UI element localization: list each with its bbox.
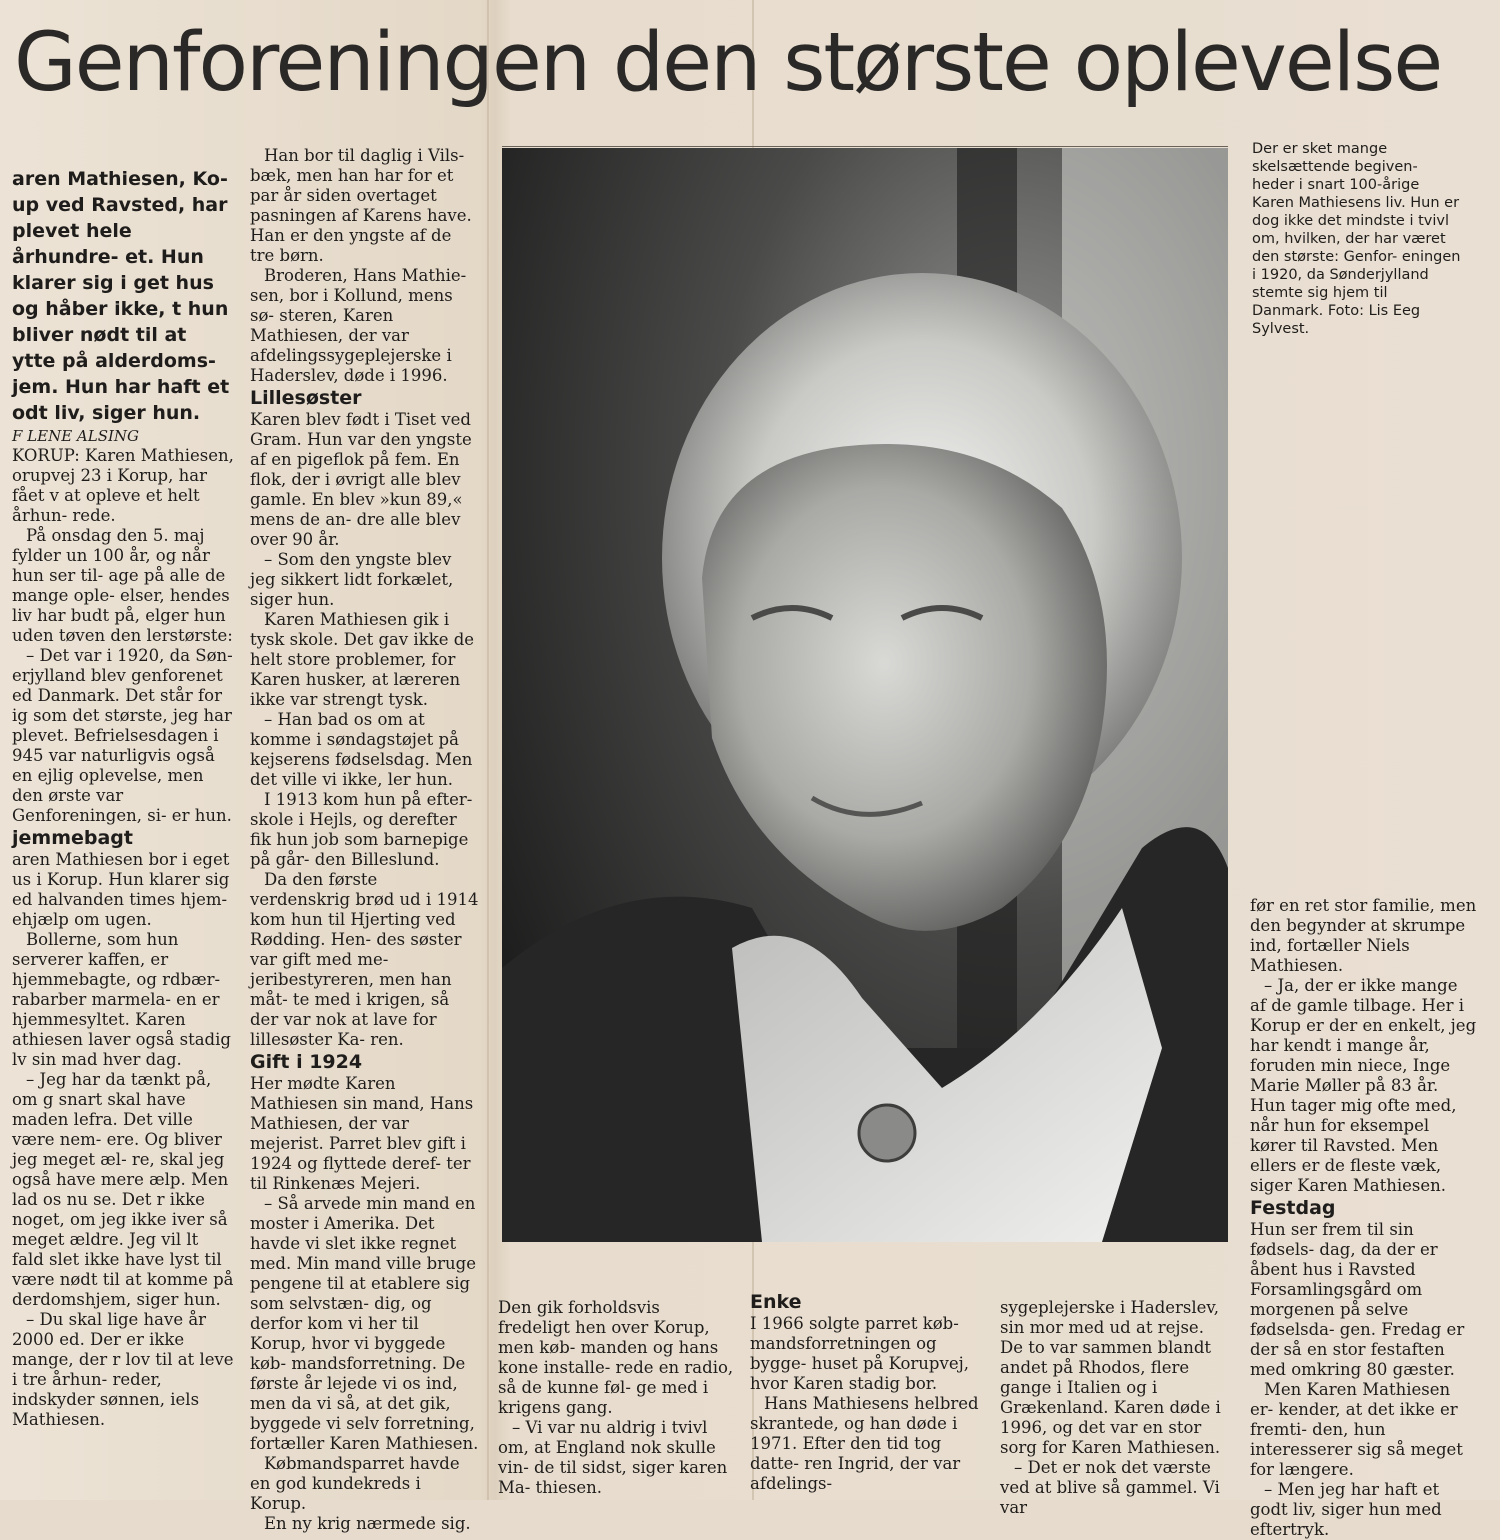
paragraph: – Ja, der er ikke mange af de gamle tilbage. Her i Korup er der en enkelt, jeg har kendt i mange år, foruden min niece, Inge Marie Møller på 83 år. Hun tager mig ofte med, når hun for eksempel kører til Ravsted. Men ellers er de fleste væk, siger Karen Mathiesen.: [1250, 976, 1477, 1195]
article-column-6: [1250, 896, 1478, 1539]
paragraph: Han bor til daglig i Vils- bæk, men han har for et par år siden overtaget pasningen af Karens have. Han er den yngste af de tre børn.: [250, 146, 472, 265]
article-column-3: [498, 1298, 734, 1497]
paragraph: aren Mathiesen bor i eget us i Korup. Hun klarer sig ed halvanden times hjem- ehjælp om ugen.: [12, 850, 230, 929]
paragraph: – Du skal lige have år 2000 ed. Der er ikke mange, der r lov til at leve i tre århun- reder, indskyder sønnen, iels Mathiesen.: [12, 1310, 234, 1429]
byline: F LENE ALSING: [12, 427, 140, 445]
paragraph: før en ret stor familie, men den begynder at skrumpe ind, fortæller Niels Mathiesen.: [1250, 896, 1477, 975]
paragraph: I 1966 solgte parret køb- mandsforretningen og bygge- huset på Korupvej, hvor Karen stadig bor.: [750, 1314, 969, 1393]
subheading: Lillesøster: [250, 387, 362, 409]
article-column-1: [12, 166, 234, 1486]
paragraph: – Det er nok det værste ved at blive så gammel. Vi var: [1000, 1458, 1220, 1517]
paragraph: Købmandsparret havde en god kundekreds i Korup.: [250, 1454, 460, 1513]
paragraph: – Så arvede min mand en moster i Amerika. Det havde vi slet ikke regnet med. Min mand ville bruge pengene til at etablere sig som selvstæn- dig, og derfor kom vi her til Korup, hvor vi byggede køb- mandsforretning. De første år lejede vi os ind, men da vi så, at det gik, byggede vi selv forretning, fortæller Karen Mathiesen.: [250, 1194, 479, 1453]
paragraph: – Det var i 1920, da Søn- erjylland blev genforenet ed Danmark. Det står for ig som det største, jeg har plevet. Befrielsesdagen i 945 var naturligvis også en ejlig oplevelse, men den ørste var Genforeningen, si- er hun.: [12, 646, 233, 825]
paragraph: I 1913 kom hun på efter- skole i Hejls, og derefter fik hun job som barnepige på går- den Billeslund.: [250, 790, 473, 869]
fold-line: [487, 0, 489, 1500]
paragraph: Den gik forholdsvis fredeligt hen over Korup, men køb- manden og hans kone installe- rede en radio, så de kunne føl- ge med i krigens gang.: [498, 1298, 734, 1417]
brooch: [859, 1105, 915, 1161]
subheading: Festdag: [1250, 1197, 1336, 1219]
paragraph: KORUP: Karen Mathiesen, orupvej 23 i Korup, har fået v at opleve et helt århun- rede.: [12, 446, 234, 525]
subheading: jemmebagt: [12, 827, 133, 849]
paragraph: sygeplejerske i Haderslev, sin mor med ud at rejse. De to var sammen blandt andet på Rhodos, flere gange i Italien og i Grækenland. Karen døde i 1996, og det var en stor sorg for Karen Mathiesen.: [1000, 1298, 1221, 1457]
article-column-5: [1000, 1298, 1232, 1517]
photo-rule: [502, 146, 1228, 147]
paragraph: Broderen, Hans Mathie- sen, bor i Kollund, mens sø- steren, Karen Mathiesen, der var afdelingssygeplejerske i Haderslev, døde i 1996.: [250, 266, 467, 385]
paragraph: Bollerne, som hun serverer kaffen, er hjemmebagte, og rdbær-rabarber marmela- en er hjemmesyltet. Karen athiesen laver også stadig lv sin mad hver dag.: [12, 930, 231, 1069]
paragraph: – Som den yngste blev jeg sikkert lidt forkælet, siger hun.: [250, 550, 454, 609]
paragraph: – Jeg har da tænkt på, om g snart skal have maden lefra. Det ville være nem- ere. Og bliver jeg meget æl- re, skal jeg også have mere ælp. Men lad os nu se. Det r ikke noget, om jeg ikke iver så meget ældre. Jeg vil lt fald slet ikke have lyst til være nødt til at komme på derdomshjem, siger hun.: [12, 1070, 234, 1309]
paragraph: Hans Mathiesens helbred skrantede, og han døde i 1971. Efter den tid tog datte- ren Ingrid, der var afdelings-: [750, 1394, 979, 1493]
paragraph: – Han bad os om at komme i søndagstøjet på kejserens fødselsdag. Men det ville vi ikke, ler hun.: [250, 710, 473, 789]
paragraph: – Men jeg har haft et godt liv, siger hun med eftertryk.: [1250, 1480, 1442, 1539]
photo-caption: Der er sket mange skelsættende begiven- heder i snart 100-årige Karen Mathiesens liv. Hun er dog ikke det mindste i tvivl om, hvilken, der har været den største: Genfor- eningen i 1920, da Sønderjylland stemte sig hjem til Danmark. Foto: Lis Eeg Sylvest.: [1252, 141, 1461, 337]
subheading: Gift i 1924: [250, 1051, 363, 1073]
article-lead: aren Mathiesen, Ko- up ved Ravsted, har plevet hele århundre- et. Hun klarer sig i get hus og håber ikke, t hun bliver nødt til at ytte på alderdoms- jem. Hun har haft et odt liv, siger hun.: [12, 168, 230, 424]
portrait-illustration: [502, 148, 1228, 1242]
article-column-2: [250, 146, 480, 1533]
paragraph: Her mødte Karen Mathiesen sin mand, Hans Mathiesen, der var mejerist. Parret blev gift i 1924 og flyttede deref- ter til Rinkenæs Mejeri.: [250, 1074, 474, 1193]
paragraph: Da den første verdenskrig brød ud i 1914 kom hun til Hjerting ved Rødding. Hen- des søster var gift med me- jeribestyreren, men han måt- te med i krigen, så der var nok at lave for lillesøster Ka- ren.: [250, 870, 479, 1049]
paragraph: På onsdag den 5. maj fylder un 100 år, og når hun ser til- age på alle de mange ople- elser, hendes liv har budt på, elger hun uden tøven den lerstørste:: [12, 526, 233, 645]
paragraph: Karen blev født i Tiset ved Gram. Hun var den yngste af en pigeflok på fem. En flok, der i øvrigt alle blev gamle. En blev »kun 89,« mens de an- dre alle blev over 90 år.: [250, 410, 472, 549]
paragraph: – Vi var nu aldrig i tvivl om, at England nok skulle vin- de til sidst, siger karen Ma- thiesen.: [498, 1418, 728, 1497]
paragraph: Men Karen Mathiesen er- kender, at det ikke er fremti- den, hun interesserer sig så meget for længere.: [1250, 1380, 1463, 1479]
paragraph: Hun ser frem til sin fødsels- dag, da der er åbent hus i Ravsted Forsamlingsgård om morgenen på selve fødselsda- gen. Fredag er der så en stor festaften med omkring 80 gæster.: [1250, 1220, 1465, 1379]
subheading: Enke: [750, 1291, 802, 1313]
paragraph: En ny krig nærmede sig.: [264, 1514, 471, 1533]
headline: Genforeningen den største oplevelse: [14, 16, 1442, 110]
paragraph: Karen Mathiesen gik i tysk skole. Det gav ikke de helt store problemer, for Karen husker, at læreren ikke var strengt tysk.: [250, 610, 475, 709]
portrait-photo: [502, 148, 1228, 1242]
article-column-4: [750, 1290, 982, 1493]
